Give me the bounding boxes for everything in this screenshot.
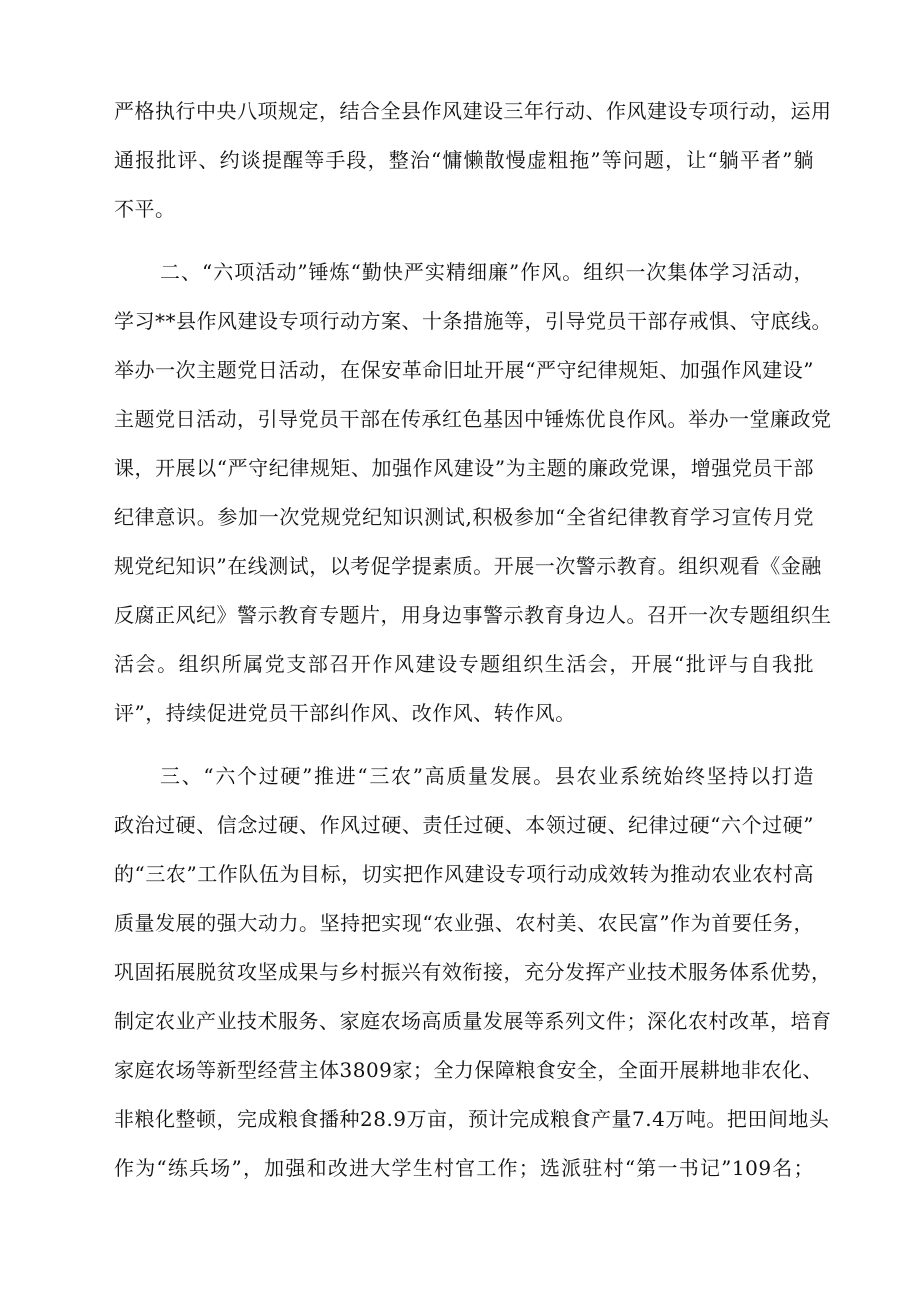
text-line: 政治过硬、信念过硬、作风过硬、责任过硬、本领过硬、纪律过硬“六个过硬” bbox=[114, 813, 814, 837]
text-line: 活会。组织所属党支部召开作风建设专题组织生活会，开展“批评与自我批 bbox=[114, 652, 814, 676]
text-line: 三、“六个过硬”推进“三农”高质量发展。县农业系统始终坚持以打造 bbox=[160, 764, 814, 788]
text-line: 学习**县作风建设专项行动方案、十条措施等，引导党员干部存戒惧、守底线。 bbox=[114, 309, 832, 333]
text-line: 严格执行中央八项规定，结合全县作风建设三年行动、作风建设专项行动，运用 bbox=[114, 99, 832, 123]
text-line: 主题党日活动，引导党员干部在传承红色基因中锤炼优良作风。举办一堂廉政党 bbox=[114, 407, 832, 431]
text-line: 制定农业产业技术服务、家庭农场高质量发展等系列文件；深化农村改革，培育 bbox=[114, 1009, 832, 1033]
text-line: 作为“练兵场”，加强和改进大学生村官工作；选派驻村“第一书记”109名； bbox=[114, 1156, 814, 1180]
text-line: 举办一次主题党日活动，在保安革命旧址开展“严守纪律规矩、加强作风建设” bbox=[114, 358, 814, 382]
text-line: 课，开展以“严守纪律规矩、加强作风建设”为主题的廉政党课，增强党员干部 bbox=[114, 456, 814, 480]
text-line: 规党纪知识”在线测试，以考促学提素质。开展一次警示教育。组织观看《金融 bbox=[114, 554, 822, 578]
text-line: 的“三农”工作队伍为目标，切实把作风建设专项行动成效转为推动农业农村高 bbox=[114, 862, 814, 886]
text-line: 通报批评、约谈提醒等手段，整治“慵懒散慢虚粗拖”等问题，让“躺平者”躺 bbox=[114, 148, 814, 172]
text-line: 非粮化整顿，完成粮食播种28.9万亩，预计完成粮食产量7.4万吨。把田间地头 bbox=[114, 1107, 830, 1131]
text-line: 纪律意识。参加一次党规党纪知识测试,积极参加“全省纪律教育学习宣传月党 bbox=[114, 505, 814, 529]
text-line: 评”，持续促进党员干部纠作风、改作风、转作风。 bbox=[114, 701, 576, 725]
text-line: 质量发展的强大动力。坚持把实现“农业强、农村美、农民富”作为首要任务， bbox=[114, 911, 814, 935]
text-line: 反腐正风纪》警示教育专题片，用身边事警示教育身边人。召开一次专题组织生 bbox=[114, 603, 832, 627]
text-line: 巩固拓展脱贫攻坚成果与乡村振兴有效衔接，充分发挥产业技术服务体系优势， bbox=[114, 960, 832, 984]
text-line: 二、“六项活动”锤炼“勤快严实精细廉”作风。组织一次集体学习活动， bbox=[160, 260, 814, 284]
text-line: 不平。 bbox=[114, 197, 176, 221]
text-line: 家庭农场等新型经营主体3809家；全力保障粮食安全，全面开展耕地非农化、 bbox=[114, 1058, 823, 1082]
